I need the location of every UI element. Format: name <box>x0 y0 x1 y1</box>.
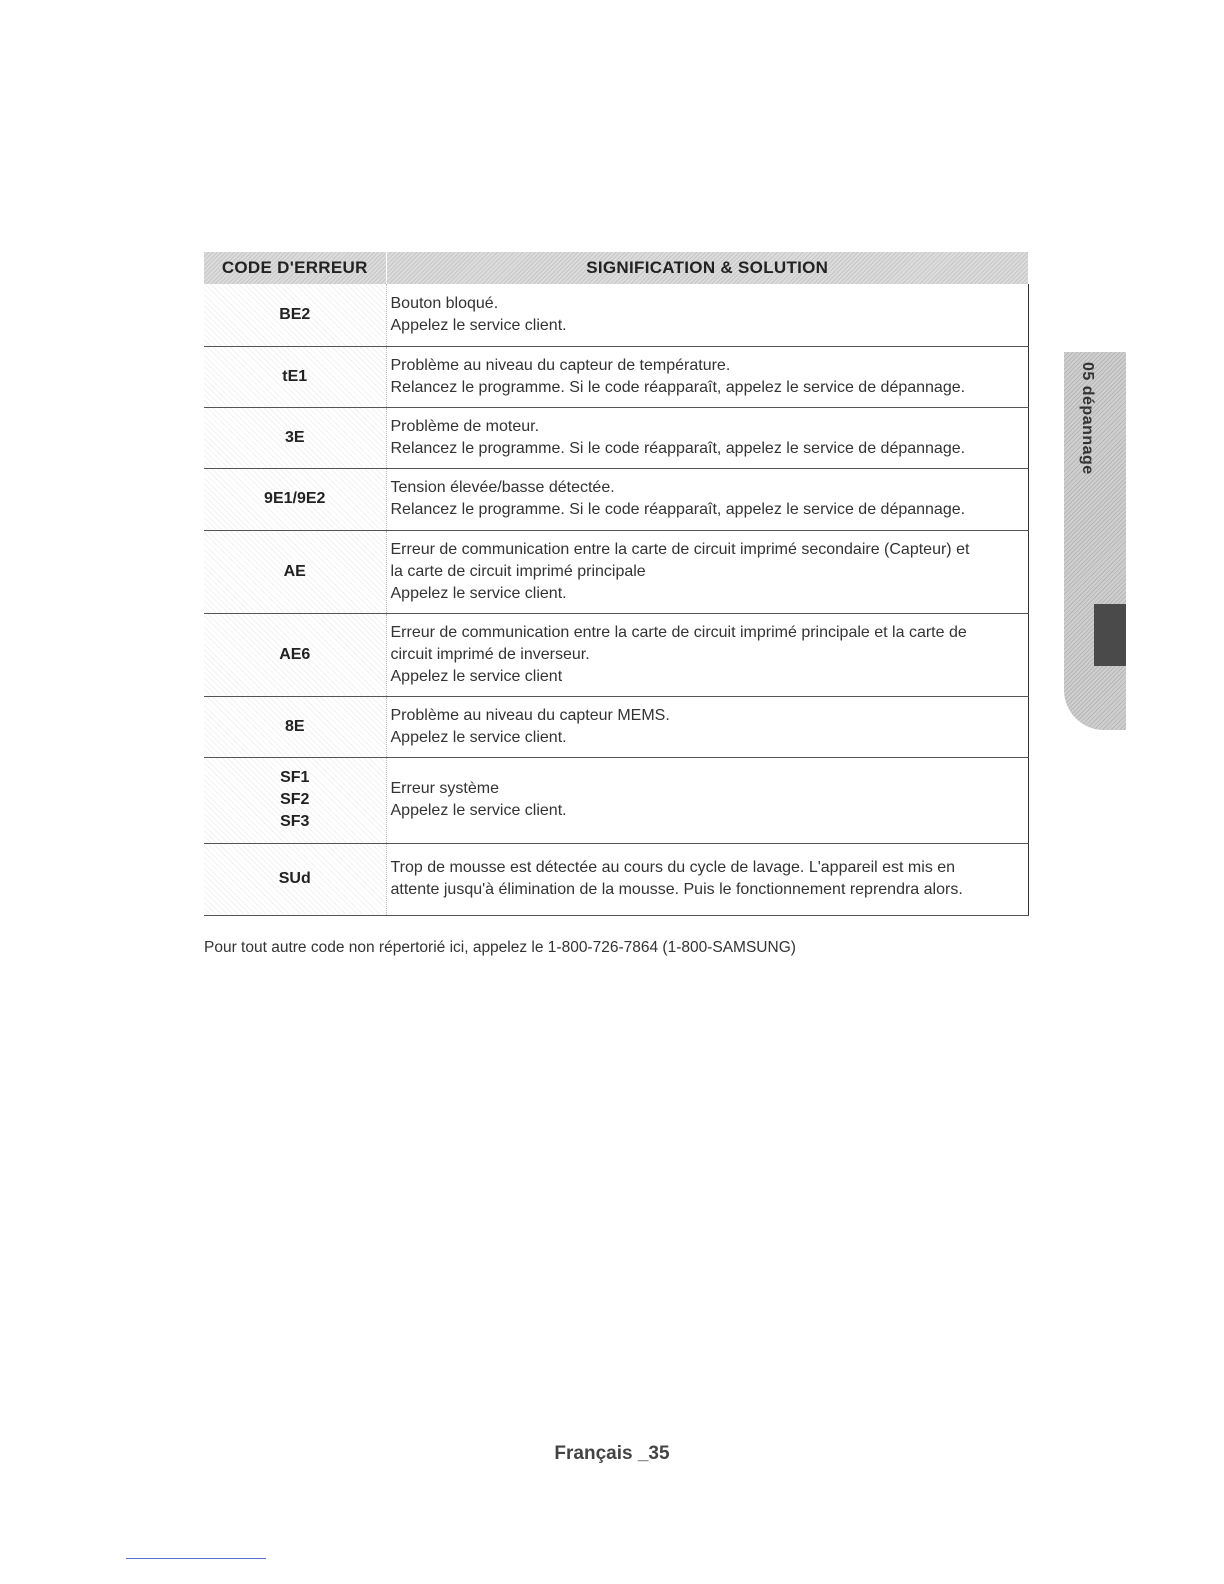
meaning-line: Relancez le programme. Si le code réapparaît, appelez le service de dépannage. <box>390 378 966 396</box>
table-body <box>204 284 1028 915</box>
table-header-row <box>204 252 1028 284</box>
error-code-cell <box>204 843 386 915</box>
error-code: 9E1/9E2 <box>264 490 326 507</box>
meaning-line: Problème au niveau du capteur de température. <box>390 356 731 374</box>
error-code: 8E <box>284 717 305 735</box>
error-code-cell <box>204 757 386 843</box>
table-row <box>204 468 1028 530</box>
meaning-line: Relancez le programme. Si le code réapparaît, appelez le service de dépannage. <box>390 501 966 518</box>
meaning-cell <box>386 757 1028 843</box>
table-row <box>204 346 1028 407</box>
error-code: SUd <box>278 870 311 887</box>
error-code: BE2 <box>279 305 311 323</box>
table-row <box>204 613 1028 696</box>
meaning-line: Problème de moteur. <box>390 417 540 435</box>
table-row <box>204 696 1028 757</box>
meaning-line: Appelez le service client. <box>390 584 567 602</box>
meaning-line: Relancez le programme. Si le code réapparaît, appelez le service de dépannage. <box>390 439 966 457</box>
chapter-side-tab <box>1064 352 1126 730</box>
error-code-cell <box>204 284 386 346</box>
meaning-cell <box>386 613 1028 696</box>
header-meaning: SIGNIFICATION & SOLUTION <box>386 252 1028 284</box>
meaning-line: circuit imprimé de inverseur. <box>390 645 590 663</box>
meaning-line: Tension élevée/basse détectée. <box>390 479 615 496</box>
meaning-cell <box>386 346 1028 407</box>
error-code: 3E <box>284 428 305 446</box>
meaning-line: Trop de mousse est détectée au cours du cycle de lavage. L'appareil est mis en <box>390 859 956 876</box>
error-code-cell <box>204 530 386 613</box>
meaning-cell <box>386 843 1028 915</box>
meaning-line: Problème au niveau du capteur MEMS. <box>390 706 670 724</box>
header-code: CODE D'ERREUR <box>204 252 386 284</box>
error-code-cell <box>204 407 386 468</box>
meaning-cell <box>386 284 1028 346</box>
table-row <box>204 530 1028 613</box>
meaning-cell <box>386 530 1028 613</box>
error-code: AE <box>283 562 306 580</box>
meaning-line: Appelez le service client <box>390 667 563 685</box>
error-code: SF3 <box>280 813 310 830</box>
bottom-rule <box>126 1558 266 1559</box>
meaning-line: attente jusqu'à élimination de la mousse. Puis le fonctionnement reprendra alors. <box>390 881 963 898</box>
meaning-line: Appelez le service client. <box>390 802 567 819</box>
table-row <box>204 843 1028 915</box>
footnote: Pour tout autre code non répertorié ici, appelez le 1-800-726-7864 (1-800-SAMSUNG) <box>204 939 796 956</box>
meaning-line: Appelez le service client. <box>390 728 567 746</box>
error-code: tE1 <box>282 367 308 385</box>
table-row <box>204 407 1028 468</box>
meaning-line: Erreur de communication entre la carte de circuit imprimé secondaire (Capteur) et <box>390 540 970 558</box>
meaning-cell <box>386 407 1028 468</box>
error-code-cell <box>204 346 386 407</box>
meaning-line: Erreur système <box>390 780 499 797</box>
chapter-label: 05 dépannage <box>1079 362 1096 475</box>
error-code: SF1 <box>280 769 310 786</box>
meaning-line: Bouton bloqué. <box>390 294 499 312</box>
meaning-line: Appelez le service client. <box>390 316 567 334</box>
error-code-cell <box>204 613 386 696</box>
chapter-marker <box>1094 604 1126 666</box>
error-code-cell <box>204 696 386 757</box>
table-row <box>204 284 1028 346</box>
meaning-line: la carte de circuit imprimé principale <box>390 562 646 580</box>
meaning-cell <box>386 696 1028 757</box>
meaning-line: Erreur de communication entre la carte de circuit imprimé principale et la carte de <box>390 623 967 641</box>
table-row <box>204 757 1028 843</box>
error-code: SF2 <box>280 791 310 808</box>
page-number: Français _35 <box>554 1443 670 1464</box>
error-code: AE6 <box>279 645 311 663</box>
error-code-table <box>204 252 1029 916</box>
meaning-cell <box>386 468 1028 530</box>
error-code-cell <box>204 468 386 530</box>
